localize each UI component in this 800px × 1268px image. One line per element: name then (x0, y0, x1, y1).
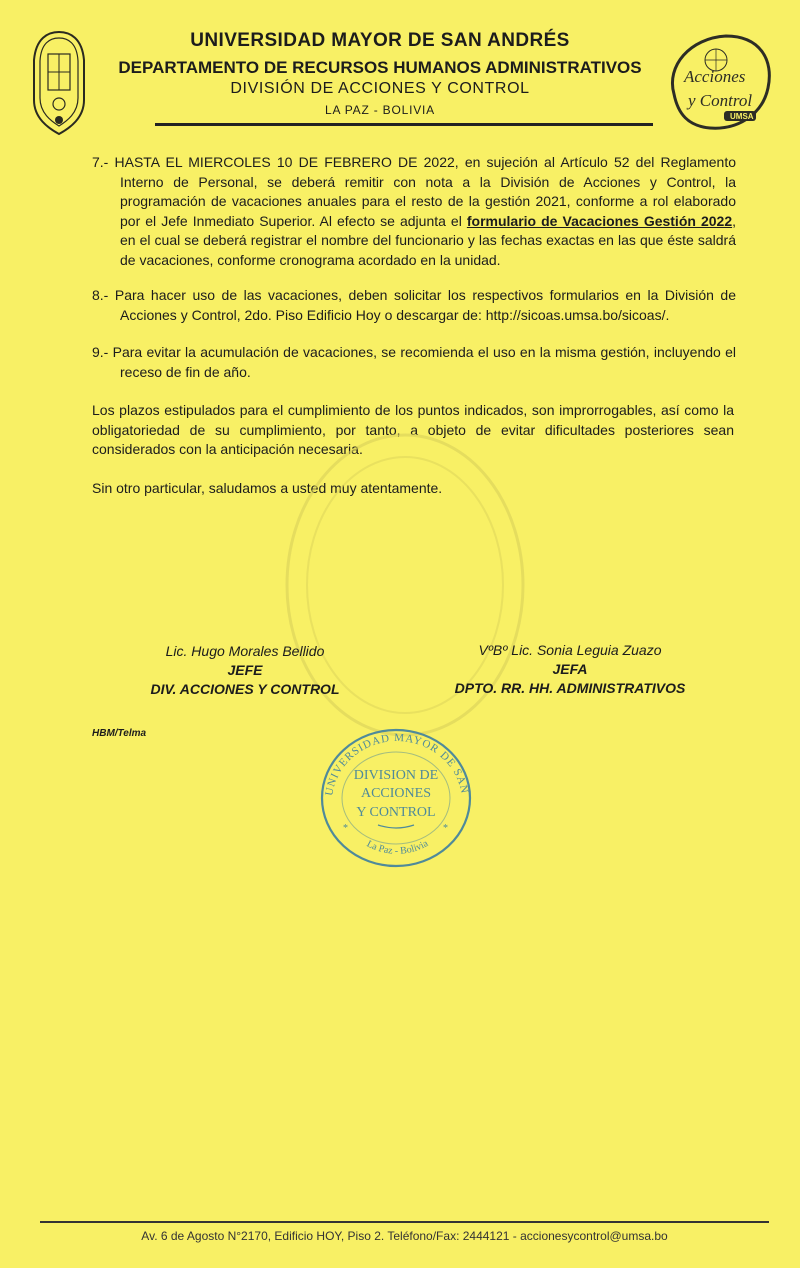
stamp-ring-text: UNIVERSIDAD MAYOR DE SAN (323, 731, 471, 797)
stamp-center-line2: ACCIONES (360, 786, 432, 801)
stamp-bottom-text: La Paz - Bolivia (364, 838, 431, 857)
signatory-role: JEFA (552, 661, 588, 677)
background-watermark (275, 420, 535, 750)
logo-text-line2: y Control (688, 91, 753, 110)
item-9-text: 9.- Para evitar la acumulación de vacaciones, se recomienda el uso en la misma gestión, incluyendo el receso de fin de año. (92, 344, 736, 380)
signatory-name: VºBº Lic. Sonia Leguia Zuazo (478, 642, 662, 658)
logo-badge: UMSA (730, 112, 754, 121)
stamp-center-line3: Y CONTROL (356, 805, 436, 820)
item-7 (92, 153, 736, 270)
header-divider (155, 123, 653, 126)
signatory-unit: DIV. ACCIONES Y CONTROL (150, 681, 340, 697)
logo-text-line1: Acciones (684, 67, 746, 86)
stamp-center-line1: DIVISION DE (353, 768, 439, 783)
item-8-text: 8.- Para hacer uso de las vacaciones, deben solicitar los respectivos formularios en la División de Acciones y Control, 2do. Piso Edificio Hoy o descargar de: http://sicoas.umsa.bo/sicoas/. (92, 287, 736, 323)
item-7-text-before: 7.- HASTA EL MIERCOLES 10 DE FEBRERO DE 2022, en sujeción al Artículo 52 del Reglamento Interno de Personal, se deberá remitir con nota a la División de Acciones y Control, la programación de vacaciones anuales para el resto de la gestión 2021, conforme a rol elaborado por el Jefe Inmediato Superior. Al efecto se adjunta el (92, 154, 736, 229)
signatory-name: Lic. Hugo Morales Bellido (165, 643, 325, 659)
item-9 (92, 343, 736, 382)
item-8 (92, 286, 736, 325)
vacation-form-link[interactable]: formulario de Vacaciones Gestión 2022 (466, 212, 733, 229)
reference-initials: HBM/Telma (92, 728, 147, 739)
signatory-role: JEFE (227, 662, 263, 678)
footer-contact: Av. 6 de Agosto N°2170, Edificio HOY, Piso 2. Teléfono/Fax: 2444121 - accionesycontrol@umsa.bo (141, 1229, 668, 1243)
city-name: LA PAZ - BOLIVIA (325, 103, 435, 117)
signature-block-left (120, 642, 370, 699)
university-name: UNIVERSIDAD MAYOR DE SAN ANDRÉS (190, 30, 570, 51)
svg-text:*: * (443, 823, 448, 834)
footer-divider (40, 1221, 769, 1223)
signatory-unit: DPTO. RR. HH. ADMINISTRATIVOS (454, 680, 686, 696)
salutation: Sin otro particular, saludamos a usted muy atentamente. (92, 480, 443, 496)
closing-paragraph: Los plazos estipulados para el cumplimiento de los puntos indicados, son improrrogables, así como la obligatoriedad de su cumplimiento, por tanto, a objeto de evitar dificultades posteriores sean considerados con la anticipación necesaria. (92, 402, 734, 457)
svg-text:*: * (343, 823, 348, 834)
division-name: DIVISIÓN DE ACCIONES Y CONTROL (230, 80, 530, 97)
official-stamp (310, 718, 480, 868)
department-name: DEPARTAMENTO DE RECURSOS HUMANOS ADMINISTRATIVOS (118, 58, 642, 77)
item-7-text-after: , en el cual se deberá registrar el nombre del funcionario y las fechas exactas en las que éste saldrá de vacaciones, conforme cronograma acordado en la unidad. (120, 212, 736, 268)
signature-block-right (420, 641, 720, 698)
acciones-control-logo (664, 30, 778, 134)
